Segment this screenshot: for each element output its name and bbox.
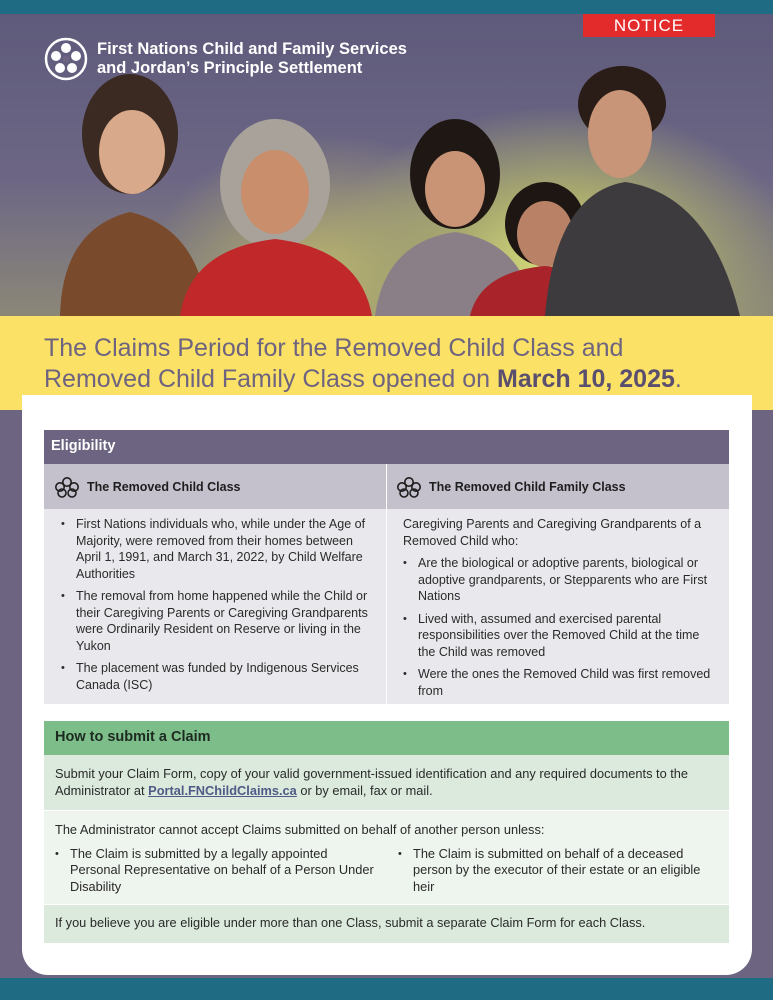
settlement-logo-icon (43, 36, 89, 82)
top-strip (0, 0, 773, 14)
list-item: • The placement was funded by Indigenous Services Canada (ISC) (61, 660, 374, 693)
family-class-intro: Caregiving Parents and Caregiving Grandparents of a Removed Child who: (403, 517, 702, 548)
eligibility-heading: Eligibility (44, 430, 729, 464)
bottom-strip (0, 978, 773, 1000)
eligibility-table (44, 464, 729, 704)
title-line-2-prefix: Removed Child Family Class opened on (44, 365, 497, 393)
removed-child-family-class-column (387, 464, 729, 704)
removed-child-family-class-title: The Removed Child Family Class (429, 479, 626, 494)
person-5 (545, 66, 740, 316)
title-line-1: The Claims Period for the Removed Child Class and (44, 334, 624, 362)
brand-name (97, 40, 407, 78)
list-item: • First Nations individuals who, while under the Age of Majority, were removed from their homes between April 1, 1991, and March 31, 2022, by Child Welfare Authorities (61, 516, 374, 582)
brand-line-2: and Jordan’s Principle Settlement (97, 59, 363, 77)
removed-child-class-title: The Removed Child Class (87, 479, 241, 494)
removed-child-class-header (44, 464, 386, 509)
list-item: • The Claim is submitted on behalf of a deceased person by the executor of their estate or an eligible heir (398, 846, 718, 896)
flower-icon (53, 476, 81, 498)
submit-instructions (44, 755, 729, 810)
list-item: • Are the biological or adoptive parents, biological or adoptive grandparents, or Stepparents who are First Nations (403, 555, 719, 605)
title-line-2-suffix: . (674, 365, 682, 393)
removed-child-family-class-body (387, 509, 729, 699)
removed-child-class-body (44, 509, 386, 693)
person-2 (180, 119, 372, 316)
submit-text-before-link: Submit your Claim Form, copy of your valid government-issued identification and any required documents to the Administrator at (55, 766, 689, 798)
claims-open-date: March 10, 2025 (497, 365, 675, 393)
how-to-submit-heading: How to submit a Claim (44, 721, 729, 755)
list-item: • The removal from home happened while the Child or their Caregiving Parents or Caregiving Grandparents were Ordinarily Resident on Reserve or living in the Yukon (61, 588, 374, 654)
restriction-intro: The Administrator cannot accept Claims submitted on behalf of another person unless: (55, 822, 545, 837)
list-item: • The Claim is submitted by a legally appointed Personal Representative on behalf of a Person Under Disability (55, 846, 375, 896)
flower-icon (395, 476, 423, 498)
removed-child-class-column (44, 464, 386, 704)
removed-child-family-class-header (387, 464, 729, 509)
list-item: • Were the ones the Removed Child was first removed from (403, 666, 719, 699)
page-title (44, 333, 773, 395)
list-item: • Lived with, assumed and exercised parental responsibilities over the Removed Child at the time the Child was removed (403, 611, 719, 661)
brand-line-1: First Nations Child and Family Services (97, 40, 407, 58)
submission-restrictions (44, 811, 729, 904)
hero-banner (0, 14, 773, 316)
claims-portal-link[interactable]: Portal.FNChildClaims.ca (148, 782, 297, 798)
multi-class-note: If you believe you are eligible under more than one Class, submit a separate Claim Form for each Class. (44, 905, 729, 943)
notice-badge: NOTICE (583, 14, 715, 37)
submit-text-after-link: or by email, fax or mail. (296, 782, 433, 798)
restriction-list (55, 846, 719, 900)
person-1 (60, 74, 208, 316)
